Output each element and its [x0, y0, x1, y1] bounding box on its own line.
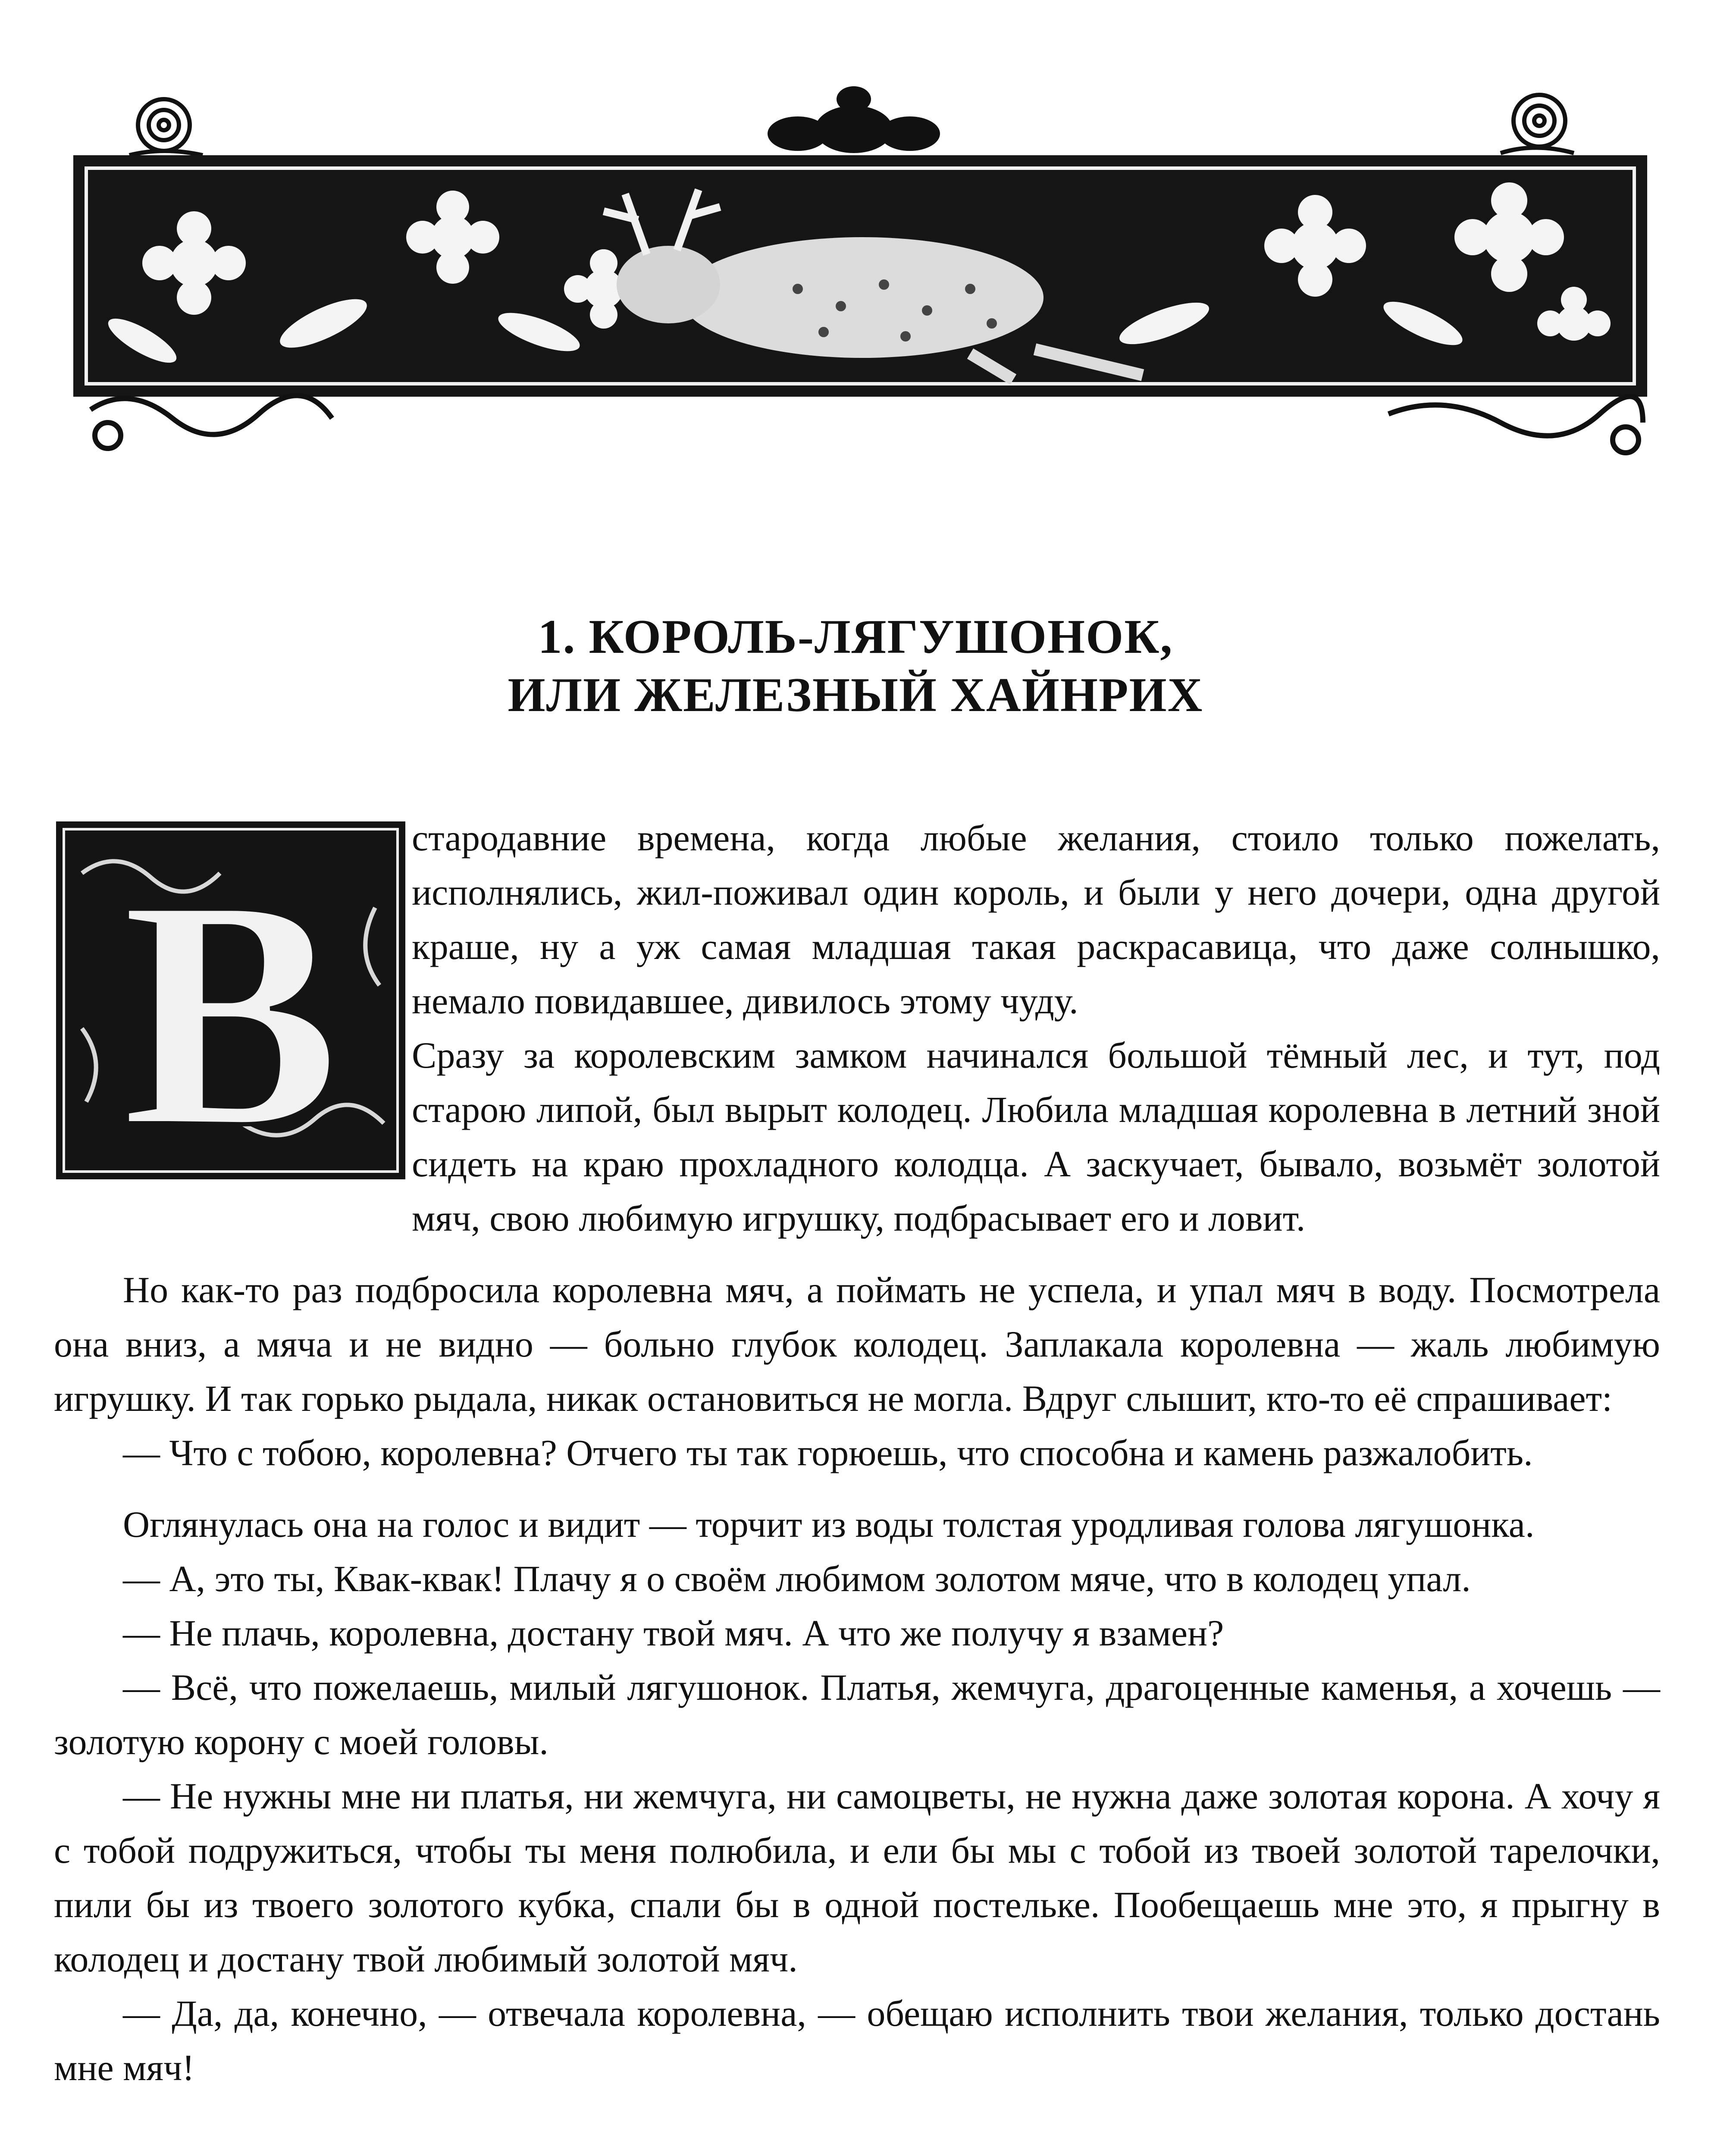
- paragraph: стародавние времена, когда любые желания, стоило только пожелать, исполнялись, жил-поживал один король, и были у него дочери, одна другой краше, ну а уж самая младшая такая раскрасавица, что даже солнышко, немало повидавшее, дивилось этому чуду.: [412, 817, 1660, 1022]
- paragraph: Сразу за королевским замком начинался большой тёмный лес, и тут, под старою липой, был вырыт колодец. Любила младшая королевна в летний зной сидеть на краю прохладного колодца. А заскучает, бывало, возьмёт золотой мяч, свою любимую игрушку, подбрасывает его и ловит.: [412, 1034, 1660, 1239]
- paragraph: — Всё, что пожелаешь, милый лягушонок. Платья, жемчуга, драгоценные каменья, а хочешь — золотую корону с моей головы.: [54, 1667, 1660, 1762]
- paragraph: Оглянулась она на голос и видит — торчит из воды толстая уродливая голова лягушонка.: [123, 1504, 1535, 1545]
- paragraph: — Что с тобою, королевна? Отчего ты так горюешь, что способна и камень разжалобить.: [123, 1432, 1533, 1473]
- chapter-title: [0, 608, 1711, 724]
- paragraph: — Не нужны мне ни платья, ни жемчуга, ни самоцветы, не нужна даже золотая корона. А хочу я с тобой подружиться, чтобы ты меня полюбила, и ели бы мы с тобой из твоей золотой тарелочки, пили бы из твоего золотого кубка, спали бы в одной постельке. Пообещаешь мне это, я прыгну в колодец и достану твой любимый золотой мяч.: [54, 1775, 1660, 1980]
- paragraph: Но как-то раз подбросила королевна мяч, а поймать не успела, и упал мяч в воду. Посмотрела она вниз, а мяча и не видно — больно глубок колодец. Заплакала королевна — жаль любимую игрушку. И так горько рыдала, никак остановиться не могла. Вдруг слышит, кто-то её спрашивает:: [54, 1269, 1660, 1419]
- bottom-vines-icon: [91, 395, 1643, 453]
- paragraph: — А, это ты, Квак-квак! Плачу я о своём любимом золотом мяче, что в колодец упал.: [123, 1558, 1471, 1599]
- title-line-2: ИЛИ ЖЕЛЕЗНЫЙ ХАЙНРИХ: [508, 668, 1203, 722]
- snail-right-icon: [1501, 95, 1574, 153]
- story-text: [54, 811, 1660, 2095]
- top-foliage-icon: [768, 86, 940, 153]
- drop-cap-letter: В: [121, 832, 340, 1179]
- title-line-1: 1. КОРОЛЬ-ЛЯГУШОНОК,: [538, 610, 1173, 664]
- snail-left-icon: [129, 99, 203, 155]
- header-ornament-icon: [65, 82, 1656, 470]
- paragraph: — Не плачь, королевна, достану твой мяч. А что же получу я взамен?: [123, 1612, 1224, 1654]
- paragraph: — Да, да, конечно, — отвечала королевна, — обещаю исполнить твои желания, только достань мне мяч!: [54, 1993, 1660, 2088]
